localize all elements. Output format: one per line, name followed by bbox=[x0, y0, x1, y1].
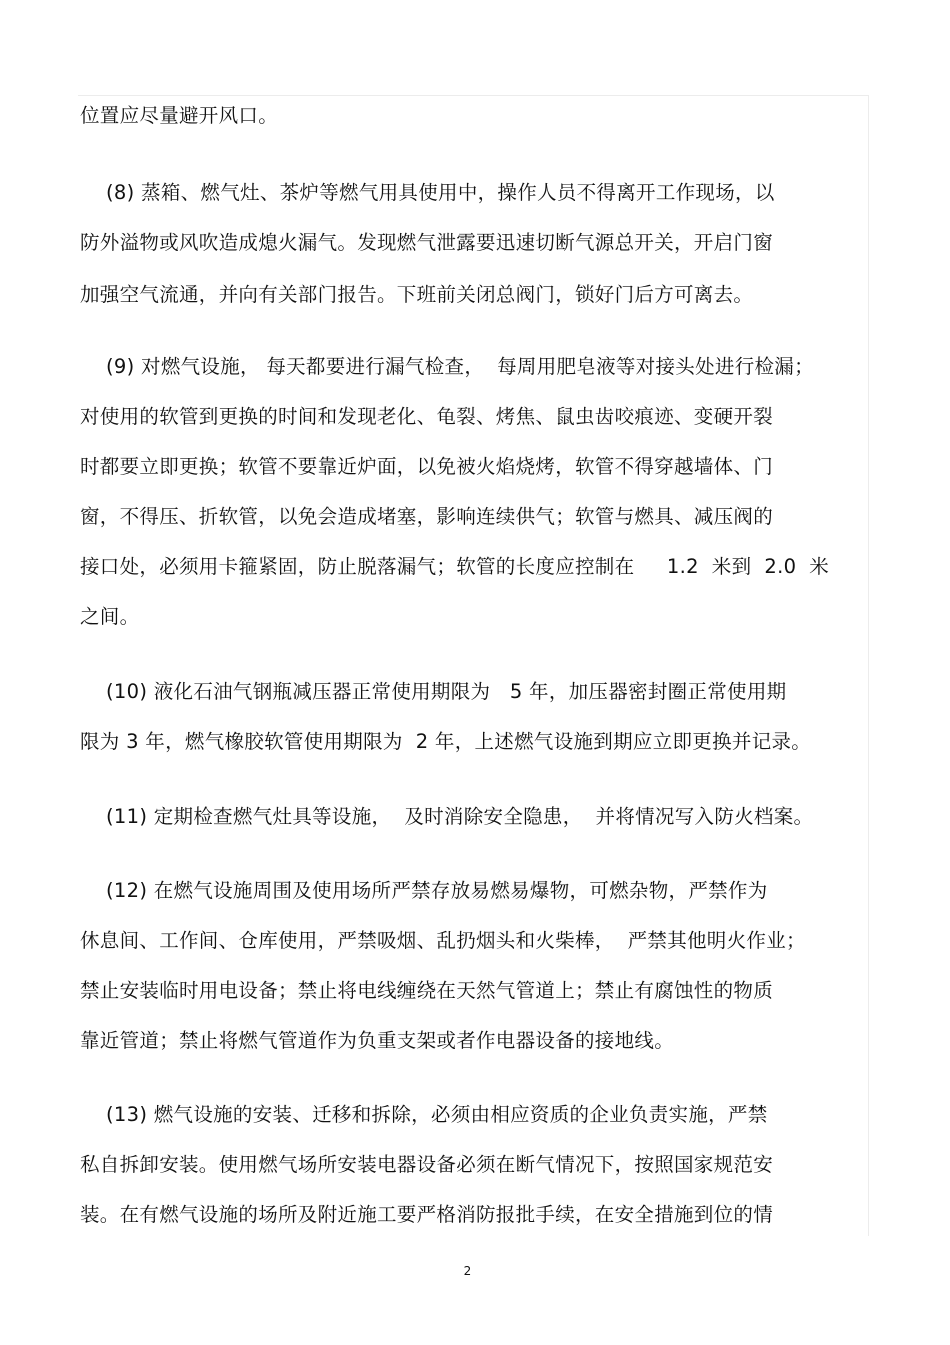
text-line: 对使用的软管到更换的时间和发现老化、龟裂、烤焦、鼠虫齿咬痕迹、变硬开裂 bbox=[80, 405, 774, 428]
text-line: (10) 液化石油气钢瓶减压器正常使用期限为 5 年，加压器密封圈正常使用期 bbox=[80, 680, 787, 703]
text-line: 窗，不得压、折软管，以免会造成堵塞，影响连续供气；软管与燃具、减压阀的 bbox=[80, 505, 774, 528]
text-line: (13) 燃气设施的安装、迁移和拆除，必须由相应资质的企业负责实施，严禁 bbox=[80, 1103, 768, 1126]
text-line: 装。在有燃气设施的场所及附近施工要严格消防报批手续，在安全措施到位的情 bbox=[80, 1203, 774, 1226]
text-line: (11) 定期检查燃气灶具等设施， 及时消除安全隐患， 并将情况写入防火档案。 bbox=[80, 805, 814, 828]
text-line: 限为 3 年，燃气橡胶软管使用期限为 2 年，上述燃气设施到期应立即更换并记录。 bbox=[80, 730, 812, 753]
text-line: 之间。 bbox=[80, 605, 140, 628]
page-frame bbox=[78, 95, 869, 1236]
page-number: 2 bbox=[463, 1264, 472, 1278]
text-line: (12) 在燃气设施周围及使用场所严禁存放易燃易爆物，可燃杂物，严禁作为 bbox=[80, 879, 768, 902]
text-line: 防外溢物或风吹造成熄火漏气。发现燃气泄露要迅速切断气源总开关，开启门窗 bbox=[80, 231, 774, 254]
text-line: 靠近管道；禁止将燃气管道作为负重支架或者作电器设备的接地线。 bbox=[80, 1029, 675, 1052]
text-line: 休息间、工作间、仓库使用，严禁吸烟、乱扔烟头和火柴棒， 严禁其他明火作业； bbox=[80, 929, 806, 952]
text-line: 加强空气流通，并向有关部门报告。下班前关闭总阀门，锁好门后方可离去。 bbox=[80, 283, 754, 306]
text-line: 接口处，必须用卡箍紧固，防止脱落漏气；软管的长度应控制在 1.2 米到 2.0 米 bbox=[80, 555, 830, 578]
text-line: (8) 蒸箱、燃气灶、茶炉等燃气用具使用中，操作人员不得离开工作现场，以 bbox=[80, 181, 775, 204]
text-line: 私自拆卸安装。使用燃气场所安装电器设备必须在断气情况下，按照国家规范安 bbox=[80, 1153, 774, 1176]
text-line: 禁止安装临时用电设备；禁止将电线缠绕在天然气管道上；禁止有腐蚀性的物质 bbox=[80, 979, 774, 1002]
text-line: 时都要立即更换；软管不要靠近炉面，以免被火焰烧烤，软管不得穿越墙体、门 bbox=[80, 455, 774, 478]
text-line: (9) 对燃气设施， 每天都要进行漏气检查， 每周用肥皂液等对接头处进行检漏； bbox=[80, 355, 814, 378]
text-line: 位置应尽量避开风口。 bbox=[80, 104, 279, 127]
